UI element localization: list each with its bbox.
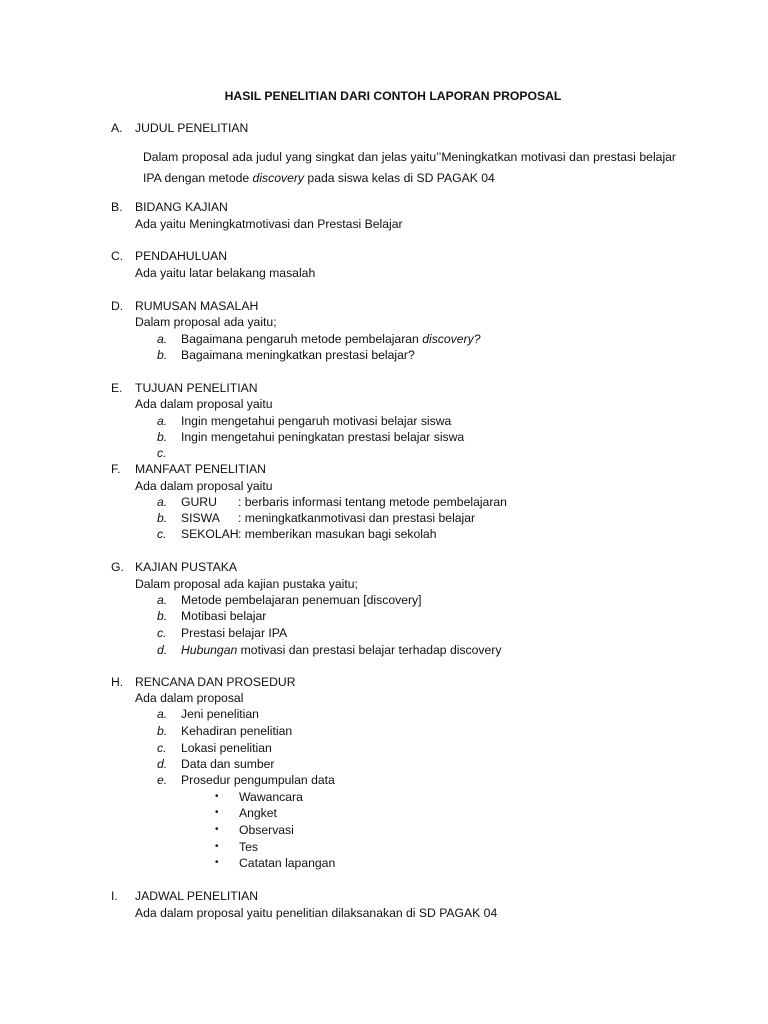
section-c-letter: C. — [111, 249, 124, 263]
section-d-letter: D. — [111, 299, 124, 313]
section-h-item: Lokasi penelitian — [181, 741, 272, 755]
section-g-item: Motibasi belajar — [181, 609, 267, 623]
section-d-item-text: Bagaimana pengaruh metode pembelajaran — [181, 332, 423, 346]
section-h-item: Jeni penelitian — [181, 707, 259, 721]
section-h-bullet: Wawancara — [239, 790, 303, 804]
section-g-body: Dalam proposal ada kajian pustaka yaitu; — [135, 577, 358, 591]
section-i-body: Ada dalam proposal yaitu penelitian dilaksanakan di SD PAGAK 04 — [135, 906, 498, 920]
section-b-body: Ada yaitu Meningkatmotivasi dan Prestasi Belajar — [135, 217, 403, 231]
section-e-item-letter: a. — [157, 414, 168, 428]
section-h-bullet: Catatan lapangan — [239, 856, 336, 870]
section-f-item-letter: c. — [157, 527, 167, 541]
section-h-item: Kehadiran penelitian — [181, 724, 293, 738]
section-f-body: Ada dalam proposal yaitu — [135, 479, 273, 493]
section-c-body: Ada yaitu latar belakang masalah — [135, 266, 316, 280]
section-d-heading: RUMUSAN MASALAH — [135, 299, 259, 313]
document-title: HASIL PENELITIAN DARI CONTOH LAPORAN PROPOSAL — [224, 89, 562, 103]
section-h-item-letter: c. — [157, 741, 167, 755]
section-f-item-label: GURU — [181, 495, 217, 509]
section-f-item-letter: a. — [157, 495, 168, 509]
bullet-icon: • — [215, 807, 219, 818]
section-g-item-italic: Hubungan — [181, 643, 238, 657]
section-h-item-letter: d. — [157, 757, 168, 771]
section-g-item-letter: b. — [157, 609, 168, 623]
section-d-body: Dalam proposal ada yaitu; — [135, 315, 277, 329]
section-f-item-letter: b. — [157, 511, 168, 525]
section-g-item: Metode pembelajaran penemuan [discovery] — [181, 593, 422, 607]
section-g-item: Prestasi belajar IPA — [181, 626, 288, 640]
section-e-item: Ingin mengetahui peningkatan prestasi belajar siswa — [181, 430, 465, 444]
section-h-item-letter: b. — [157, 724, 168, 738]
section-a-paragraph-part2: pada siswa kelas di SD PAGAK 04 — [304, 171, 495, 185]
section-h-bullet: Observasi — [239, 823, 294, 837]
section-a-letter: A. — [111, 121, 123, 135]
section-h-heading: RENCANA DAN PROSEDUR — [135, 675, 296, 689]
section-h-body: Ada dalam proposal — [135, 691, 244, 705]
section-f-item-label: SEKOLAH — [181, 527, 239, 541]
section-i-heading: JADWAL PENELITIAN — [135, 889, 259, 903]
section-f-item-desc: : memberikan masukan bagi sekolah — [238, 527, 437, 541]
section-g-item — [181, 642, 501, 658]
section-h-letter: H. — [111, 675, 124, 689]
section-d-item-letter: a. — [157, 332, 168, 346]
section-g-letter: G. — [111, 560, 124, 574]
section-e-item: Ingin mengetahui pengaruh motivasi belajar siswa — [181, 414, 452, 428]
section-g-item-letter: c. — [157, 626, 167, 640]
bullet-icon: • — [215, 857, 219, 868]
section-f-letter: F. — [111, 462, 121, 476]
section-f-item-desc: : meningkatkanmotivasi dan prestasi belajar — [238, 511, 476, 525]
bullet-icon: • — [215, 841, 219, 852]
bullet-icon: • — [215, 791, 219, 802]
section-h-bullet: Tes — [239, 840, 258, 854]
section-i-letter: I. — [111, 889, 118, 903]
section-d-item-italic: discovery? — [422, 332, 481, 346]
section-a-heading: JUDUL PENELITIAN — [135, 121, 249, 135]
section-f-item-desc: : berbaris informasi tentang metode pembelajaran — [238, 495, 507, 509]
section-c-heading: PENDAHULUAN — [135, 249, 228, 263]
section-h-item-letter: a. — [157, 707, 168, 721]
bullet-icon: • — [215, 824, 219, 835]
section-e-heading: TUJUAN PENELITIAN — [135, 381, 258, 395]
section-g-item-letter: a. — [157, 593, 168, 607]
section-b-heading: BIDANG KAJIAN — [135, 200, 228, 214]
section-g-item-text: motivasi dan prestasi belajar terhadap discovery — [237, 643, 502, 657]
section-e-item-letter: b. — [157, 430, 168, 444]
section-a-paragraph — [143, 147, 676, 189]
section-f-heading: MANFAAT PENELITIAN — [135, 462, 266, 476]
section-a-paragraph-italic: discovery — [252, 171, 305, 185]
section-h-bullet: Angket — [239, 806, 277, 820]
section-d-item: Bagaimana meningkatkan prestasi belajar? — [181, 348, 415, 362]
section-g-heading: KAJIAN PUSTAKA — [135, 560, 238, 574]
section-b-letter: B. — [111, 200, 123, 214]
section-h-item: Prosedur pengumpulan data — [181, 773, 335, 787]
section-g-item-letter: d. — [157, 643, 168, 657]
section-e-letter: E. — [111, 381, 123, 395]
section-e-item-letter: c. — [157, 446, 167, 460]
section-a-paragraph-part1: Dalam proposal ada judul yang singkat dan jelas yaitu’’Meningkatkan motivasi dan prestasi belajar IPA dengan metode — [143, 150, 676, 185]
section-d-item — [181, 331, 480, 347]
section-f-item-label: SISWA — [181, 511, 220, 525]
section-h-item-letter: e. — [157, 773, 168, 787]
section-e-body: Ada dalam proposal yaitu — [135, 397, 273, 411]
section-h-item: Data dan sumber — [181, 757, 275, 771]
section-d-item-letter: b. — [157, 348, 168, 362]
